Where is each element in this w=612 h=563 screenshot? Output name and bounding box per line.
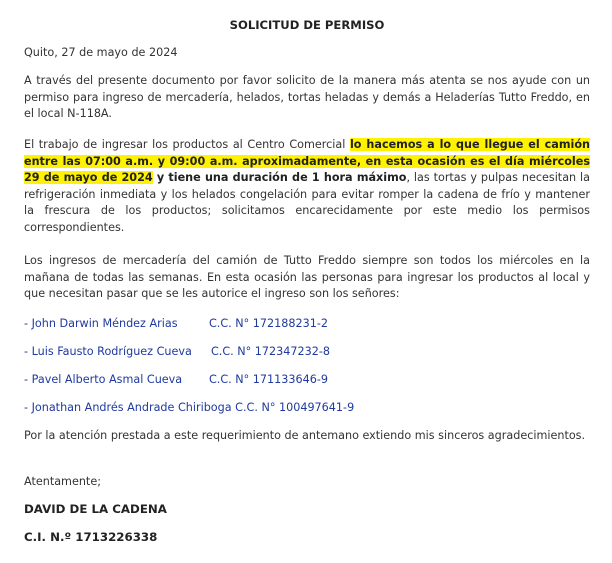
paragraph-persons-intro: Los ingresos de mercadería del camión de Tutto Freddo siempre son todos los miércoles en la mañana de todas las semanas. En esta ocasión las personas para ingresar los productos al local y que necesitan pasar que se les autorice el ingreso son los señores: [24, 254, 590, 301]
bold-duration-text: y tiene [152, 171, 201, 185]
signer-id: C.I. N.º 1713226338 [24, 530, 158, 544]
person-name: - Luis Fausto Rodríguez Cueva [24, 345, 192, 358]
person-id: C.C. N° 172347232-8 [211, 345, 331, 358]
signer-name: DAVID DE LA CADENA [24, 502, 167, 516]
closing-paragraph: Por la atención prestada a este requerimiento de antemano extiendo mis sinceros agradecimientos. [24, 429, 586, 442]
person-id: C.C. N° 172188231-2 [209, 317, 329, 330]
person-entry [24, 316, 328, 333]
person-entry [24, 400, 354, 417]
paragraph-schedule [24, 137, 590, 237]
person-entry [24, 372, 328, 389]
person-name: - Jonathan Andrés Andrade Chiriboga [24, 401, 232, 414]
attentively-line: Atentamente; [24, 475, 101, 488]
bold-duration-value: una duración de 1 hora máximo [200, 171, 407, 185]
document-title: SOLICITUD DE PERMISO [229, 18, 385, 32]
paragraph-request: A través del presente documento por favor solicito de la manera más atenta se nos ayude con un permiso para ingreso de mercadería, helados, tortas heladas y demás a Heladerías Tutto Freddo, en el local N-118A. [24, 74, 590, 121]
person-id: C.C. N° 171133646-9 [209, 373, 329, 386]
person-entry [24, 344, 330, 361]
highlighted-date-text: entre las 07:00 a.m. y 09:00 a.m. aproximadamente, en esta ocasión es el día miércoles 29 de mayo de 2024 [24, 154, 590, 185]
person-id: C.C. N° 100497641-9 [235, 401, 355, 414]
highlighted-arrival-text: lo hacemos a lo que llegue el camión [349, 138, 590, 151]
person-name: - John Darwin Méndez Arias [24, 317, 178, 330]
schedule-intro-text: El trabajo de ingresar los productos al Centro Comercial [24, 138, 350, 151]
person-name: - Pavel Alberto Asmal Cueva [24, 373, 183, 386]
date-line: Quito, 27 de mayo de 2024 [24, 46, 178, 59]
schedule-detail-text: , las tortas y pulpas necesitan la refrigeración inmediata y los helados congelación para evitar romper la cadena de frío y mantener la frescura de los productos; solicitamos encarecidamente por este medio los permisos correspondientes. [24, 171, 590, 234]
